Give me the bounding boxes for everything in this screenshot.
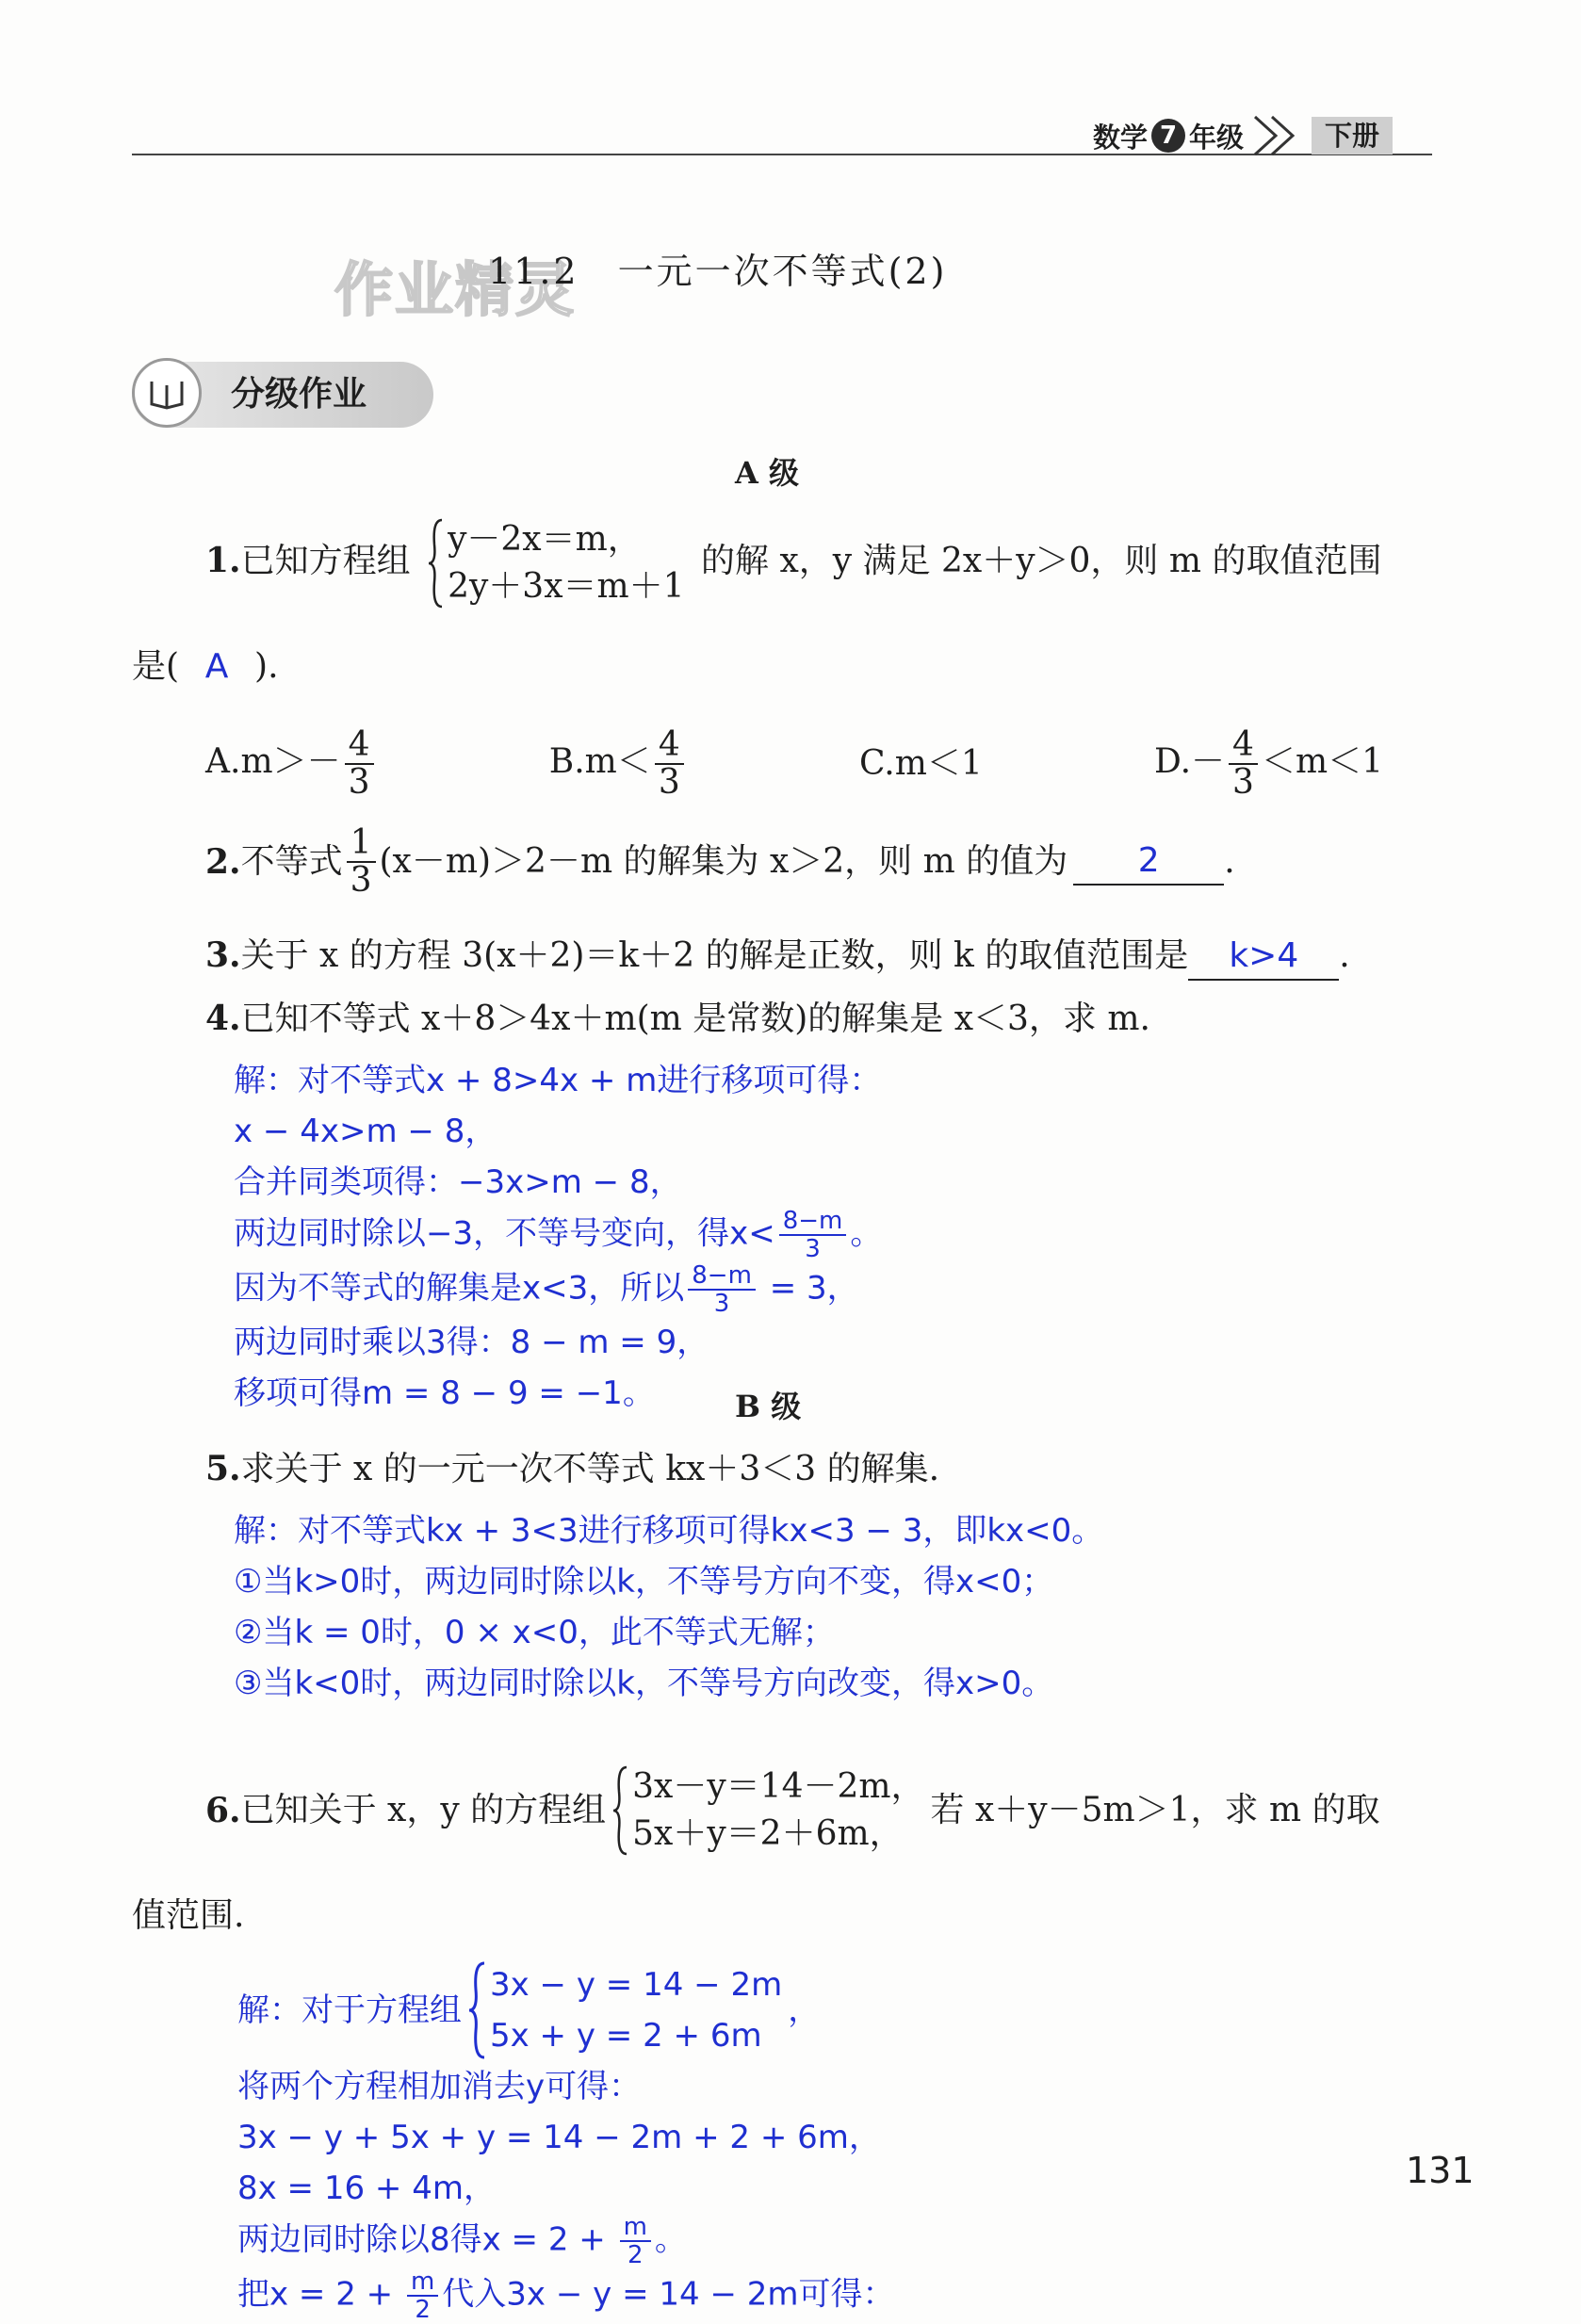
header-subject: 数学: [1093, 121, 1149, 154]
q1-option-c: C.m＜1: [858, 744, 983, 783]
watermark: 作业精灵: [334, 255, 577, 324]
q6-line1: 6. 已知关于 x，y 的方程组 3x－y＝14－2m， 5x＋y＝2＋6m， 若 x＋y－5m＞1，求 m 的取: [205, 1763, 1380, 1858]
page-number: 131: [1406, 2150, 1475, 2191]
grade-badge: 7: [1151, 119, 1185, 153]
q2-answer-blank: 2: [1073, 838, 1224, 886]
level-a: A 级: [735, 455, 799, 491]
q6-line2: 值范围.: [132, 1896, 245, 1935]
header-volume: 下册: [1312, 117, 1393, 154]
header: [1093, 115, 1393, 156]
q1-options: [205, 727, 1383, 801]
q4-solution: 解：对不等式x + 8>4x + m进行移项可得： x − 4x>m − 8， 合并同类项得：−3x>m − 8， 两边同时除以−3，不等号变向，得x< $\frac{8-m}{3}$ 。 因为不等式的解集是x<3，所以 $\frac{8-m}{3}$ = 3， 两边同时乘以3得：8 − m = 9， 移项可得m = 8 − 9 = −1。: [234, 1062, 883, 1412]
q3: 3.关于 x 的方程 3(x＋2)＝k＋2 的解是正数，则 k 的取值范围是 k>4 .: [205, 933, 1350, 981]
q6-system: 3x－y＝14－2m， 5x＋y＝2＋6m，: [611, 1763, 924, 1858]
q5-solution: 解：对不等式kx + 3<3进行移项可得kx<3 − 3，即kx<0。 ①当k>0时，两边同时除以k，不等号方向不变，得x<0； ②当k = 0时，0 × x<0，此不等式无解； ③当k<0时，两边同时除以k，不等号方向改变，得x>0。: [234, 1512, 1104, 1702]
q2: 2. 不等式 $\frac{1}{3}$ (x－m)＞2－m 的解集为 x＞2，则 m 的值为 2 .: [205, 823, 1235, 900]
banner-label: 分级作业: [231, 375, 367, 414]
q1-answer: A: [204, 647, 229, 686]
q4: 4.已知不等式 x＋8＞4x＋m(m 是常数)的解集是 x＜3，求 m.: [205, 999, 1150, 1038]
q1-system: y－2x＝m， 2y＋3x＝m＋1: [427, 516, 685, 610]
book-icon: [132, 358, 202, 428]
q1-line1: 1.已知方程组 y－2x＝m， 2y＋3x＝m＋1 的解 x，y 满足 2x＋y＞0，则 m 的取值范围: [205, 516, 1381, 610]
q1-number: 1.: [205, 541, 241, 580]
q3-answer-blank: k>4: [1188, 934, 1339, 981]
section-title: 11.2 一元一次不等式(2): [488, 251, 948, 292]
header-grade: 年级: [1189, 121, 1245, 154]
q6-solution: 解：对于方程组 3x − y = 14 − 2m 5x + y = 2 + 6m ， 将两个方程相加消去y可得： 3x − y + 5x + y = 14 − 2m + 2 + 6m， 8x = 16 + 4m， 两边同时除以8得x = 2 + $\frac{m}{2}$ 。 把x = 2 + $\frac{m}{2}$ 代入3x − y = 14 − 2m可得：: [237, 1959, 895, 2323]
q1-option-d: D.－ $\frac{4}{3}$ ＜m＜1: [1154, 725, 1383, 802]
double-chevron-icon: [1249, 113, 1306, 158]
q1-option-b: B.m＜ $\frac{4}{3}$: [549, 727, 688, 801]
q1-line2: 是( A ).: [132, 644, 279, 690]
q5: 5.求关于 x 的一元一次不等式 kx＋3＜3 的解集.: [205, 1449, 940, 1488]
level-b: B 级: [735, 1389, 802, 1424]
q1-option-a: A.m＞－ $\frac{4}{3}$: [205, 727, 378, 801]
